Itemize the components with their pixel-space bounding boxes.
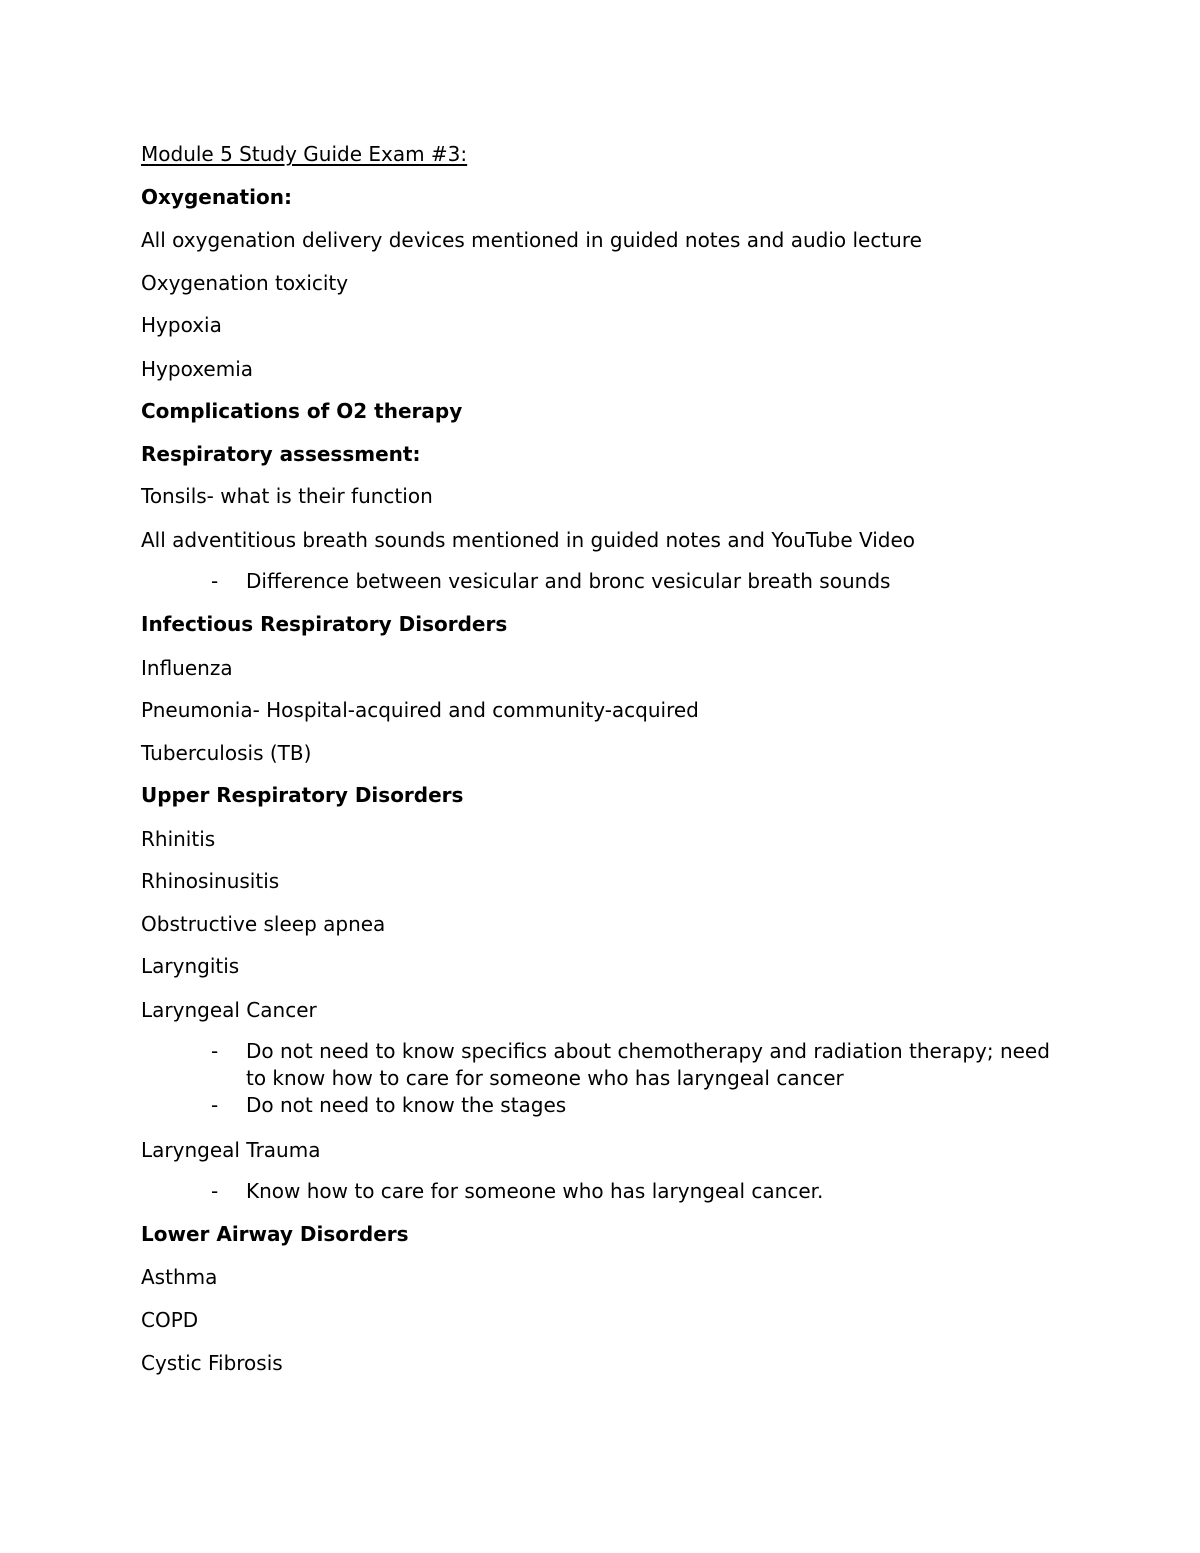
section-heading-lower: Lower Airway Disorders xyxy=(141,1222,409,1246)
section-heading-respiratory-assessment: Respiratory assessment: xyxy=(141,442,421,466)
list-item: Hypoxemia xyxy=(141,357,254,381)
section-heading-complications: Complications of O2 therapy xyxy=(141,399,463,423)
list-item: Rhinitis xyxy=(141,827,216,851)
bullet-dash: - xyxy=(211,569,219,593)
list-item: Pneumonia- Hospital-acquired and community-acquired xyxy=(141,698,699,722)
section-heading-infectious: Infectious Respiratory Disorders xyxy=(141,612,508,636)
bullet-item xyxy=(211,1178,1066,1205)
bullet-dash: - xyxy=(211,1179,219,1203)
list-item: Tonsils- what is their function xyxy=(141,484,433,508)
bullet-dash: - xyxy=(211,1039,219,1063)
list-item: Cystic Fibrosis xyxy=(141,1351,283,1375)
list-item: Tuberculosis (TB) xyxy=(141,741,312,765)
list-item: Laryngitis xyxy=(141,954,240,978)
list-item: All oxygenation delivery devices mentioned in guided notes and audio lecture xyxy=(141,228,922,252)
bullet-text: Difference between vesicular and bronc vesicular breath sounds xyxy=(246,569,891,593)
list-item: Obstructive sleep apnea xyxy=(141,912,386,936)
list-item: Influenza xyxy=(141,656,233,680)
list-item: Rhinosinusitis xyxy=(141,869,280,893)
list-item: COPD xyxy=(141,1308,199,1332)
list-item: Laryngeal Trauma xyxy=(141,1138,321,1162)
bullet-item xyxy=(211,1092,1066,1119)
bullet-item xyxy=(211,568,1066,595)
section-heading-upper: Upper Respiratory Disorders xyxy=(141,783,464,807)
list-item: All adventitious breath sounds mentioned in guided notes and YouTube Video xyxy=(141,528,916,552)
bullet-item xyxy=(211,1038,1066,1092)
bullet-dash: - xyxy=(211,1093,219,1117)
list-item: Asthma xyxy=(141,1265,218,1289)
list-item: Laryngeal Cancer xyxy=(141,998,317,1022)
bullet-text: Know how to care for someone who has laryngeal cancer. xyxy=(246,1179,824,1203)
list-item: Oxygenation toxicity xyxy=(141,271,349,295)
bullet-text: Do not need to know the stages xyxy=(246,1093,567,1117)
list-item: Hypoxia xyxy=(141,313,222,337)
document-title: Module 5 Study Guide Exam #3: xyxy=(141,142,468,166)
section-heading-oxygenation: Oxygenation: xyxy=(141,185,292,209)
bullet-text: Do not need to know specifics about chemotherapy and radiation therapy; need to know how to care for someone who has laryngeal cancer xyxy=(246,1039,1050,1090)
